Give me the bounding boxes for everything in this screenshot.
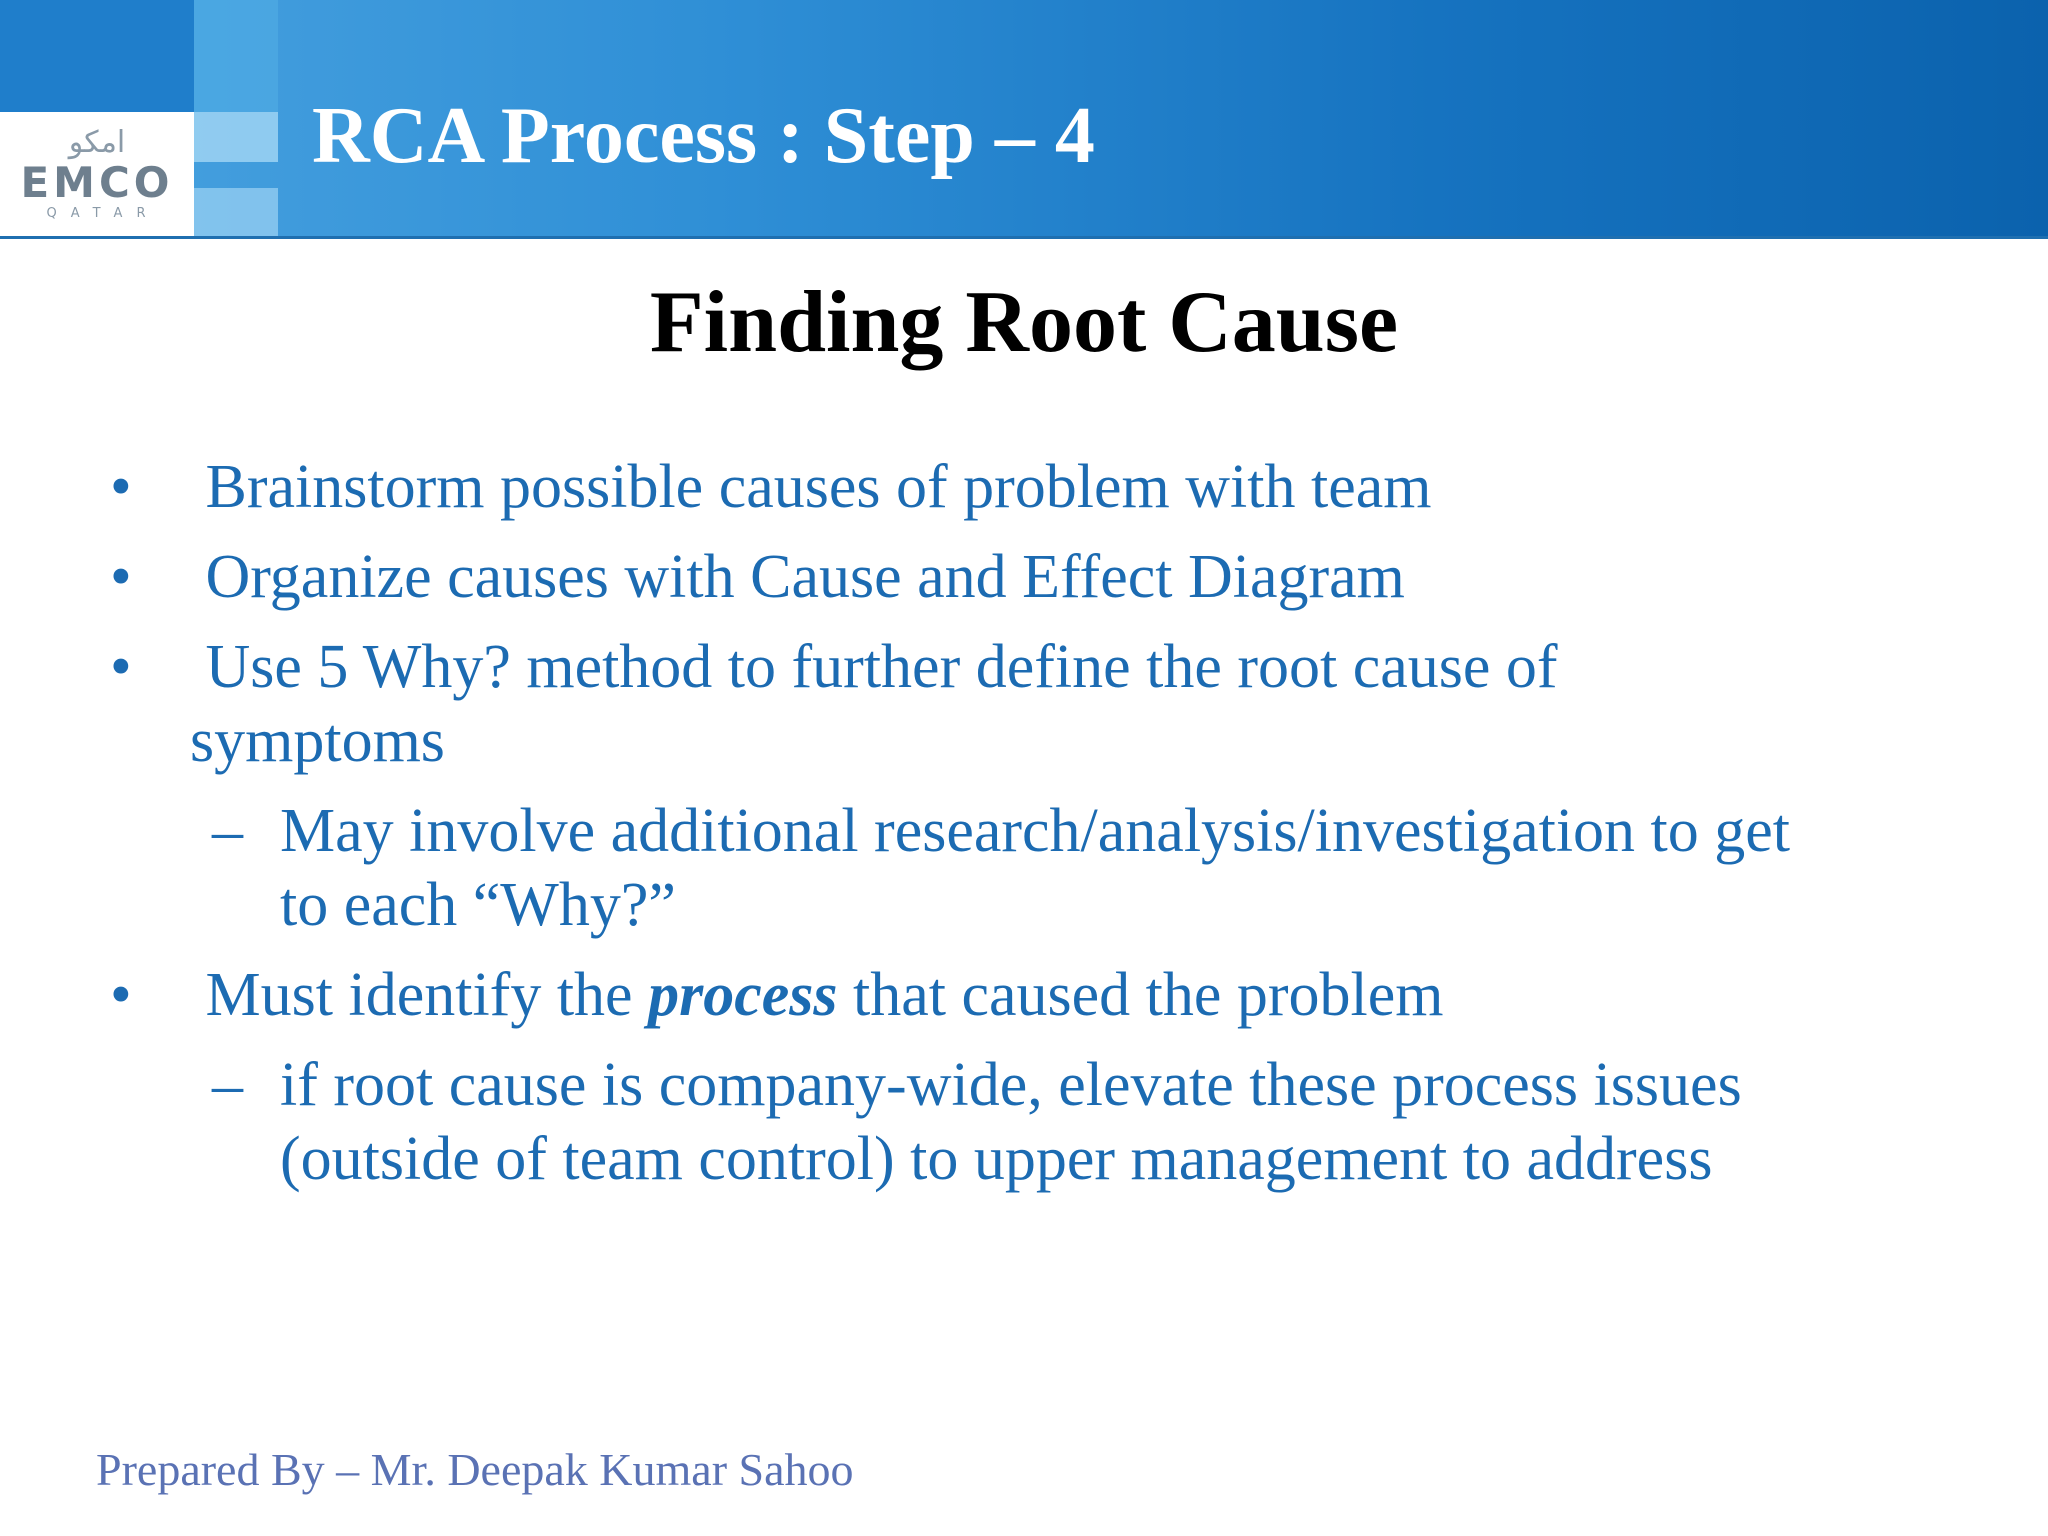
bullet-continuation: symptoms xyxy=(190,707,445,775)
logo-arabic-text: امكو xyxy=(68,125,126,160)
header-decor-block xyxy=(194,112,278,162)
bullet-mark: • xyxy=(110,633,132,701)
header-bottom-stripe xyxy=(0,236,2048,239)
bullet-text-before: Must identify the xyxy=(190,961,649,1029)
header-decor-block xyxy=(194,188,278,236)
bullet-text-after: that caused the problem xyxy=(837,961,1444,1029)
logo-subtext: QATAR xyxy=(46,206,160,221)
sub-bullet-text: May involve additional research/analysis/investigation to get xyxy=(280,797,1791,865)
slide-header xyxy=(0,0,2048,239)
footer-author: Prepared By – Mr. Deepak Kumar Sahoo xyxy=(96,1444,854,1495)
emphasis-text: process xyxy=(648,961,838,1029)
bullet-mark: • xyxy=(110,961,132,1029)
dash-mark: – xyxy=(212,1051,243,1119)
bullet-text xyxy=(190,958,1444,1032)
header-decor-block xyxy=(0,0,194,112)
bullet-text: Brainstorm possible causes of problem with team xyxy=(190,453,1432,521)
sub-bullet-continuation: to each “Why?” xyxy=(280,871,676,939)
sub-bullet-text: if root cause is company-wide, elevate these process issues xyxy=(280,1051,1742,1119)
emco-logo xyxy=(0,112,194,236)
bullet-mark: • xyxy=(110,453,132,521)
sub-bullet-continuation: (outside of team control) to upper management to address xyxy=(280,1125,1713,1193)
dash-mark: – xyxy=(212,797,243,865)
bullet-mark: • xyxy=(110,543,132,611)
bullet-text: Use 5 Why? method to further define the root cause of xyxy=(190,633,1558,701)
slide-title: RCA Process : Step – 4 xyxy=(312,92,1095,180)
header-decor-block xyxy=(194,0,278,112)
logo-name: EMCO xyxy=(20,158,174,207)
bullet-text: Organize causes with Cause and Effect Diagram xyxy=(190,543,1405,611)
slide-subtitle: Finding Root Cause xyxy=(649,274,1399,371)
